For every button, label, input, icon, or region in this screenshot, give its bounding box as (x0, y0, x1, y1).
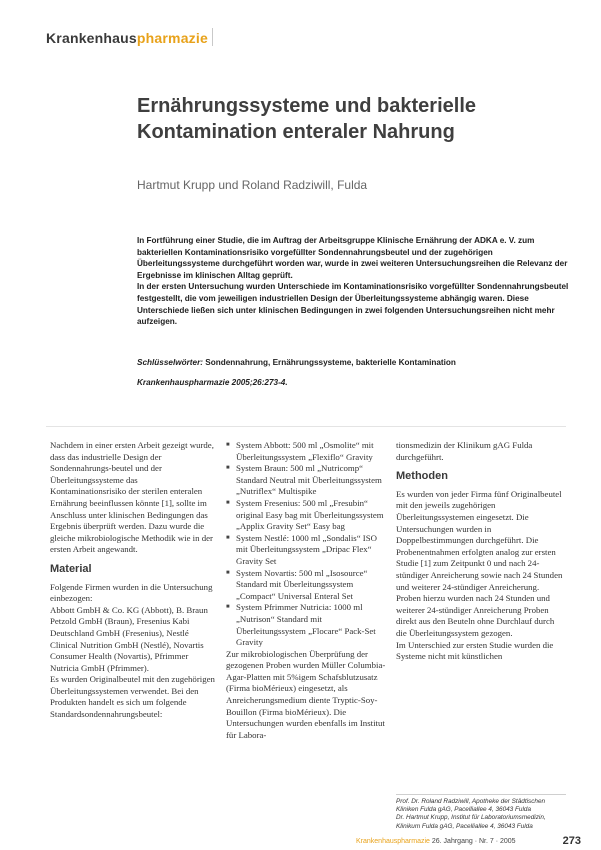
author-footnote (396, 794, 566, 831)
list-item: ■ System Fresenius: 500 ml „Fresubin“ original Easy bag mit Überleitungssystem „Applix Gravity Set“ Easy bag (226, 498, 386, 533)
system-list (226, 440, 386, 649)
column-3 (396, 440, 564, 663)
column-1 (50, 440, 215, 721)
header-section-a: Krankenhaus (46, 30, 137, 46)
keywords-label: Schlüsselwörter: (137, 358, 203, 367)
keywords (137, 358, 575, 367)
abstract (137, 235, 575, 328)
col3-intro: tionsmedizin der Klinikum gAG Fulda durchgeführt. (396, 440, 533, 462)
footnote-line-2: Dr. Hartmut Krupp, Institut für Laboratoriumsmedizin, Klinikum Fulda gAG, Pacelliallee 4, 36043 Fulda (396, 814, 546, 830)
list-item: ■ System Braun: 500 ml „Nutricomp“ Standard Neutral mit Überleitungssystem „Nutriflex“ Multispike (226, 463, 386, 498)
abstract-paragraph-2: In der ersten Untersuchung wurden Unterschiede im Kontaminationsrisiko vorgefüllter Sondennahrungsbeutel festgestellt, die vom jeweiligen industriellen Design der Überleitungssysteme abhängig waren. Diese Unterschiede ließen sich unter klinischen Bedingungen in zwei folgenden Untersuchungsreihen nicht mehr aufzeigen. (137, 282, 569, 327)
col1-intro: Nachdem in einer ersten Arbeit gezeigt wurde, dass das industrielle Design der Sondennahrungs-beutel und der Überleitungssysteme das Kontaminationsrisiko der sterilen enteralen Ernährung beeinflussen könnte [1], sollte im Anschluss unter klinischen Bedingungen das Ergebnis überprüft werden. Dazu wurde die gleiche mikrobiologische Methodik wie in der ersten Arbeit angewandt. (50, 440, 214, 555)
column-2 (226, 440, 386, 741)
footer-issue: 26. Jahrgang · Nr. 7 · 2005 (429, 838, 516, 845)
list-item: ■ System Nestlé: 1000 ml „Sondalis“ ISO mit Überleitungssystem „Dripac Flex“ Gravity Set (226, 533, 386, 568)
authors: Hartmut Krupp und Roland Radziwill, Fulda (137, 178, 368, 192)
col1-text-1: Folgende Firmen wurden in die Untersuchung einbezogen: (50, 581, 213, 604)
title-line-2: Kontamination enteraler Nahrung (137, 121, 455, 143)
col3-text: Es wurden von jeder Firma fünf Originalbeutel mit den jeweils zugehörigen Überleitungssystemen eingesetzt. Die Untersuchungen wurden in Doppelbestimmungen durchgeführt. Die Probenentnahmen erfolgten analog zur ersten Studie [1] zum Zeitpunkt 0 und nach 24-stündiger Anreicherung sowie nach 24 Stunden und weiterer 24-stündiger Anreicherung. Proben hierzu wurden nach 24 Stunden und weiterer 24-stündiger Anreicherung Proben direkt aus den Beuteln ohne Durchlauf durch die Überleitungssystem gezogen. (396, 488, 563, 638)
title-line-1: Ernährungssysteme und bakterielle (137, 95, 477, 117)
divider (46, 426, 566, 427)
heading-material: Material (50, 562, 92, 575)
col1-text-2: Abbott GmbH & Co. KG (Abbott), B. Braun Petzold GmbH (Braun), Fresenius Kabi Deutschland GmbH (Fresenius), Nestlé Clinical Nutrition GmbH (Nestlé), Novartis Consumer Health (Novartis), Pfrimmer Nutricia GmbH (Pfrimmer). (50, 604, 208, 673)
list-item: ■ System Novartis: 500 ml „Isosource“ Standard mit Überleitungssystem „Compact“ Universal Enteral Set (226, 568, 386, 603)
footer-journal: Krankenhauspharmazie (356, 838, 430, 845)
header-section-b: pharmazie (136, 30, 208, 46)
list-item: ■ System Abbott: 500 ml „Osmolite“ mit Überleitungssystem „Flexiflo“ Gravity (226, 440, 386, 463)
list-item: ■ System Pfrimmer Nutricia: 1000 ml „Nutrison“ Standard mit Überleitungssystem „Flocare“ Pack-Set Gravity (226, 602, 386, 648)
page-footer (356, 835, 581, 847)
article-title (137, 93, 577, 145)
col1-text-3: Es wurden Originalbeutel mit den zugehörigen Überleitungssystemen verwendet. Bei den Produkten handelt es sich um folgende Standardsondennahrungsbeutel: (50, 674, 215, 720)
col3-text-2: Im Unterschied zur ersten Studie wurden die Systeme nicht mit künstlichen (396, 639, 554, 662)
header-divider (212, 28, 213, 46)
citation: Krankenhauspharmazie 2005;26:273-4. (137, 378, 288, 387)
footnote-line-1: Prof. Dr. Roland Radziwill, Apotheke der Städtischen Kliniken Fulda gAG, Pacelliallee 4, 36043 Fulda (396, 798, 546, 814)
page-number: 273 (562, 835, 581, 847)
journal-header (46, 30, 208, 46)
abstract-paragraph-1: In Fortführung einer Studie, die im Auftrag der Arbeitsgruppe Klinische Ernährung der ADKA e. V. zum bakteriellen Kontaminationsrisiko vorgefüllter Sondennahrungsbeutel und der zugehörigen Überleitungssysteme durchgeführt worden war, wurde in zwei weiteren Untersuchungsreihen die Relevanz der Ergebnisse im klinischen Alltag geprüft. (137, 236, 568, 280)
keywords-text: Sondennahrung, Ernährungssysteme, bakterielle Kontamination (202, 358, 456, 367)
col2-text: Zur mikrobiologischen Überprüfung der gezogenen Proben wurden Müller Columbia-Agar-Platten mit 5%igem Schafsblutzusatz (Firma bioMérieux) eingesetzt, als Anreicherungsmedium diente Tryptic-Soy-Bouillon (Firma bioMérieux). Die Untersuchungen wurden ebenfalls im Institut für Labora- (226, 648, 386, 740)
heading-methoden: Methoden (396, 470, 448, 483)
footnote-rule (396, 794, 566, 795)
